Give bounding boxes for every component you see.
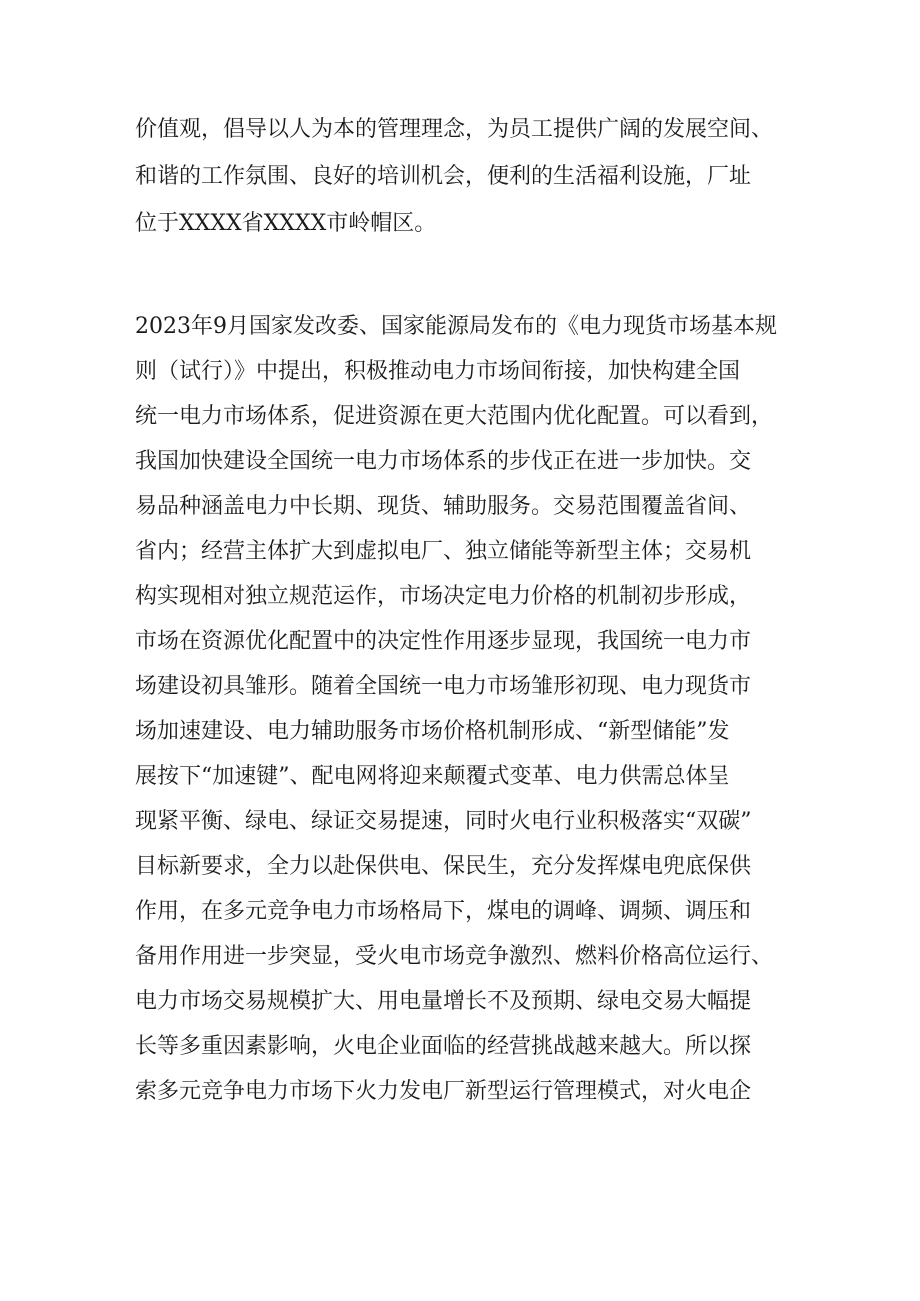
text-line: 索多元竞争电力市场下火力发电厂新型运行管理模式，对火电企 (135, 1079, 752, 1104)
text-line: 易品种涵盖电力中长期、现货、辅助服务。交易范围覆盖省间、 (135, 494, 752, 519)
text-line: 长等多重因素影响，火电企业面临的经营挑战越来越大。所以探 (135, 1034, 752, 1059)
text-line: 价值观，倡导以人为本的管理理念，为员工提供广阔的发展空间、 (135, 117, 774, 142)
text-line: 市场在资源优化配置中的决定性作用逐步显现，我国统一电力市 (135, 629, 752, 654)
text-line: 作用，在多元竞争电力市场格局下，煤电的调峰、调频、调压和 (135, 899, 752, 924)
text-line: 目标新要求，全力以赴保供电、保民生，充分发挥煤电兜底保供 (135, 854, 752, 879)
text-line: 2023年9月国家发改委、国家能源局发布的《电力现货市场基本规 (135, 314, 777, 339)
text-line: 省内；经营主体扩大到虚拟电厂、独立储能等新型主体；交易机 (135, 539, 752, 564)
text-line: 和谐的工作氛围、良好的培训机会，便利的生活福利设施，厂址 (135, 164, 752, 189)
text-line: 现紧平衡、绿电、绿证交易提速，同时火电行业积极落实“双碳” (135, 809, 752, 834)
text-line: 场加速建设、电力辅助服务市场价格机制形成、“新型储能”发 (135, 719, 730, 744)
text-line: 场建设初具雏形。随着全国统一电力市场雏形初现、电力现货市 (135, 674, 752, 699)
text-line: 统一电力市场体系，促进资源在更大范围内优化配置。可以看到， (135, 404, 774, 429)
text-line: 构实现相对独立规范运作，市场决定电力价格的机制初步形成， (135, 584, 752, 609)
text-line: 位于XXXX省XXXX市岭帽区。 (135, 211, 437, 236)
text-line: 电力市场交易规模扩大、用电量增长不及预期、绿电交易大幅提 (135, 989, 752, 1014)
paragraph-1 (135, 118, 805, 259)
text-line: 展按下“加速键”、配电网将迎来颠覆式变革、电力供需总体呈 (135, 764, 730, 789)
paragraph-2 (135, 315, 805, 1125)
text-line: 则（试行）》中提出，积极推动电力市场间衔接，加快构建全国 (135, 359, 741, 384)
text-line: 我国加快建设全国统一电力市场体系的步伐正在进一步加快。交 (135, 449, 752, 474)
text-line: 备用作用进一步突显，受火电市场竞争激烈、燃料价格高位运行、 (135, 944, 774, 969)
